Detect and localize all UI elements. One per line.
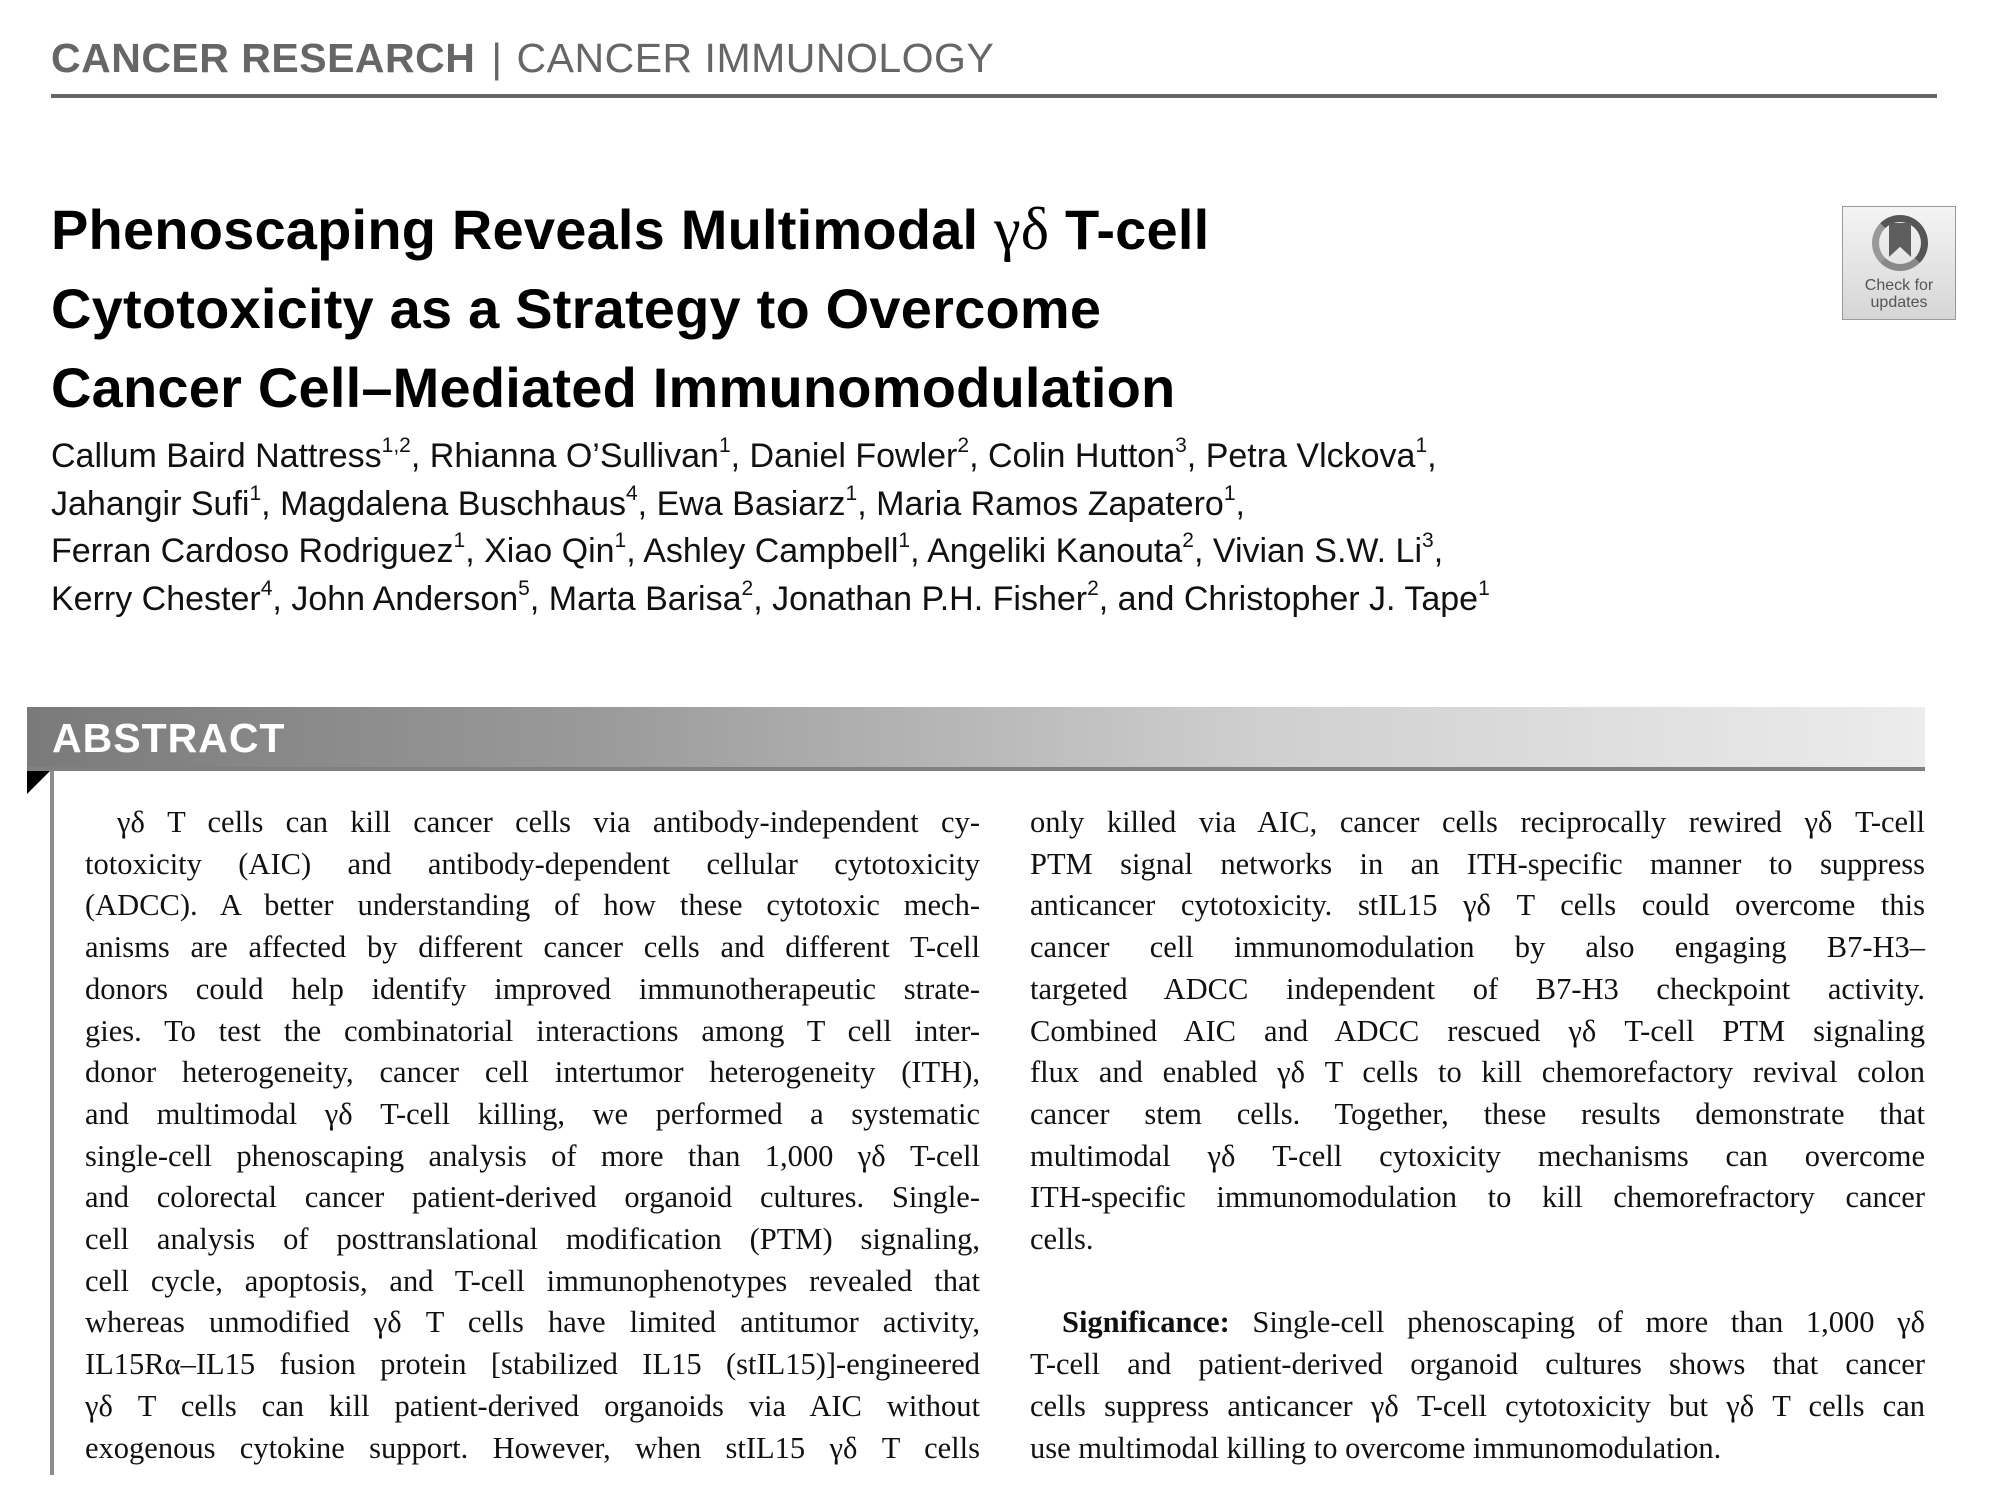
author-separator: ,: [1186, 437, 1206, 475]
author-line: [51, 433, 1851, 481]
abstract-line: donors could help identify improved immunotherapeutic strate-: [85, 971, 980, 1006]
author-affiliation: 4: [625, 481, 638, 505]
author-name[interactable]: Christopher J. Tape: [1183, 579, 1479, 618]
abstract-line: exogenous cytokine support. However, when stIL15 γδ T cells: [85, 1430, 980, 1465]
author-separator: ,: [626, 532, 644, 570]
author-separator: ,: [272, 579, 292, 618]
significance-text: Single-cell phenoscaping of more than 1,000 γδ: [1229, 1305, 1925, 1340]
author-affiliation: 1: [1415, 434, 1428, 457]
author-name[interactable]: Ferran Cardoso Rodriguez: [51, 532, 454, 570]
author-separator: ,: [1433, 532, 1444, 570]
author-affiliation: 2: [957, 434, 970, 457]
author-affiliation: 1: [453, 529, 466, 552]
author-affiliation: 1: [249, 481, 262, 505]
author-separator: ,: [465, 532, 485, 570]
article-title: [51, 190, 1431, 427]
abstract-line: multimodal γδ T-cell cytoxicity mechanisms can overcome: [1030, 1138, 1925, 1173]
significance-line: use multimodal killing to overcome immunomodulation.: [1030, 1430, 1722, 1465]
author-list: [51, 433, 1851, 623]
header-separator: |: [491, 35, 503, 81]
journal-section: CANCER IMMUNOLOGY: [516, 35, 995, 81]
author-affiliation: 5: [518, 576, 530, 600]
author-affiliation: 2: [741, 576, 754, 600]
author-name[interactable]: Marta Barisa: [548, 579, 742, 618]
journal-name: CANCER RESEARCH: [51, 35, 476, 81]
abstract-left-column: [85, 802, 980, 1469]
author-affiliation: 1: [898, 529, 911, 552]
abstract-line: Combined AIC and ADCC rescued γδ T-cell PTM signaling: [1030, 1013, 1925, 1048]
author-name[interactable]: John Anderson: [291, 579, 519, 618]
author-name[interactable]: Vivian S.W. Li: [1212, 532, 1423, 570]
abstract-line: ITH-specific immunomodulation to kill chemorefractory cancer: [1030, 1180, 1925, 1215]
abstract-line: totoxicity (AIC) and antibody-dependent cellular cytotoxicity: [85, 846, 980, 881]
abstract-line: γδ T cells can kill cancer cells via antibody-independent cy-: [117, 805, 980, 839]
abstract-line: cell cycle, apoptosis, and T-cell immunophenotypes revealed that: [85, 1263, 980, 1298]
abstract-line: donor heterogeneity, cancer cell intertumor heterogeneity (ITH),: [85, 1055, 980, 1090]
check-for-updates-button[interactable]: [1842, 206, 1956, 320]
author-separator: ,: [1427, 437, 1437, 475]
author-name[interactable]: Jonathan P.H. Fisher: [772, 579, 1088, 618]
author-line: [51, 481, 1851, 529]
author-name[interactable]: Rhianna O’Sullivan: [429, 437, 719, 475]
check-for-updates-label: Check for updates: [1864, 277, 1934, 311]
abstract-left-rule: [50, 771, 54, 1475]
abstract-line: gies. To test the combinatorial interactions among T cell inter-: [85, 1013, 980, 1048]
author-name[interactable]: Ashley Campbell: [643, 532, 899, 570]
author-affiliation: 1: [1478, 576, 1490, 600]
author-name[interactable]: Maria Ramos Zapatero: [876, 484, 1224, 523]
author-affiliation: 1: [1223, 481, 1236, 505]
author-affiliation: 1: [845, 481, 858, 505]
significance-line: [1030, 1302, 1925, 1344]
author-separator: ,: [857, 484, 877, 523]
author-separator: ,: [410, 437, 430, 475]
abstract-line: single-cell phenoscaping analysis of more than 1,000 γδ T-cell: [85, 1138, 980, 1173]
corner-triangle-decoration: [27, 771, 50, 794]
abstract-line: targeted ADCC independent of B7-H3 checkpoint activity.: [1030, 971, 1925, 1006]
abstract-line: (ADCC). A better understanding of how these cytotoxic mech-: [85, 888, 980, 923]
author-affiliation: 4: [260, 576, 273, 600]
significance-line: cells suppress anticancer γδ T-cell cytotoxicity but γδ T cells can: [1030, 1388, 1925, 1423]
author-name[interactable]: Ewa Basiarz: [656, 484, 846, 523]
author-affiliation: 3: [1175, 434, 1187, 457]
abstract-line: cancer cell immunomodulation by also engaging B7-H3–: [1030, 930, 1925, 965]
title-line: Cytotoxicity as a Strategy to Overcome: [51, 277, 1102, 340]
author-name[interactable]: Jahangir Sufi: [51, 484, 250, 523]
abstract-line: anisms are affected by different cancer cells and different T-cell: [85, 930, 980, 965]
author-separator: ,: [261, 484, 281, 523]
author-name[interactable]: Magdalena Buschhaus: [280, 484, 626, 523]
paragraph-gap: [1030, 1261, 1925, 1303]
journal-header: [51, 33, 994, 83]
abstract-line: PTM signal networks in an ITH-specific manner to suppress: [1030, 846, 1925, 881]
abstract-line: anticancer cytotoxicity. stIL15 γδ T cells could overcome this: [1030, 888, 1925, 923]
author-separator: ,: [910, 532, 928, 570]
author-name[interactable]: Colin Hutton: [987, 437, 1176, 475]
author-affiliation: 2: [1087, 576, 1099, 600]
author-separator: ,: [1193, 532, 1213, 570]
author-line: [51, 576, 1851, 624]
abstract-line: only killed via AIC, cancer cells reciprocally rewired γδ T-cell: [1030, 805, 1925, 839]
author-name[interactable]: Callum Baird Nattress: [51, 437, 382, 475]
author-separator: ,: [1235, 484, 1245, 523]
abstract-line: cell analysis of posttranslational modification (PTM) signaling,: [85, 1222, 980, 1257]
author-affiliation: 1: [718, 434, 731, 457]
title-line: Phenoscaping Reveals Multimodal γδ T-cell: [51, 196, 1210, 262]
author-affiliation: 1,2: [381, 434, 411, 457]
abstract-heading: ABSTRACT: [52, 715, 286, 761]
abstract-line: IL15Rα–IL15 fusion protein [stabilized IL15 (stIL15)]-engineered: [85, 1347, 980, 1382]
abstract-line: γδ T cells can kill patient-derived organoids via AIC without: [85, 1388, 980, 1423]
author-affiliation: 3: [1422, 529, 1434, 552]
abstract-line: cells.: [1030, 1222, 1094, 1257]
author-separator: ,: [753, 579, 773, 618]
author-separator: , and: [1098, 579, 1184, 618]
author-name[interactable]: Kerry Chester: [51, 579, 261, 618]
author-separator: ,: [529, 579, 549, 618]
author-name[interactable]: Petra Vlckova: [1205, 437, 1416, 475]
author-name[interactable]: Angeliki Kanouta: [927, 532, 1183, 570]
abstract-line: cancer stem cells. Together, these results demonstrate that: [1030, 1096, 1925, 1131]
abstract-line: flux and enabled γδ T cells to kill chemorefactory revival colon: [1030, 1055, 1925, 1090]
greek-gamma-delta: γδ: [994, 196, 1050, 262]
abstract-line: whereas unmodified γδ T cells have limited antitumor activity,: [85, 1305, 980, 1340]
author-affiliation: 1: [614, 529, 627, 552]
author-separator: ,: [730, 437, 750, 475]
abstract-heading-bar: [27, 707, 1925, 771]
author-affiliation: 2: [1182, 529, 1194, 552]
author-separator: ,: [637, 484, 657, 523]
abstract-right-column: [1030, 802, 1925, 1469]
significance-label: Significance:: [1062, 1305, 1230, 1340]
significance-line: T-cell and patient-derived organoid cultures shows that cancer: [1030, 1347, 1925, 1382]
title-line: Cancer Cell–Mediated Immunomodulation: [51, 356, 1176, 419]
author-line: [51, 528, 1851, 576]
author-name[interactable]: Daniel Fowler: [749, 437, 958, 475]
abstract-line: and multimodal γδ T-cell killing, we performed a systematic: [85, 1096, 980, 1131]
header-rule: [51, 94, 1937, 98]
author-name[interactable]: Xiao Qin: [484, 532, 615, 570]
abstract-line: and colorectal cancer patient-derived organoid cultures. Single-: [85, 1180, 980, 1215]
author-separator: ,: [969, 437, 988, 475]
